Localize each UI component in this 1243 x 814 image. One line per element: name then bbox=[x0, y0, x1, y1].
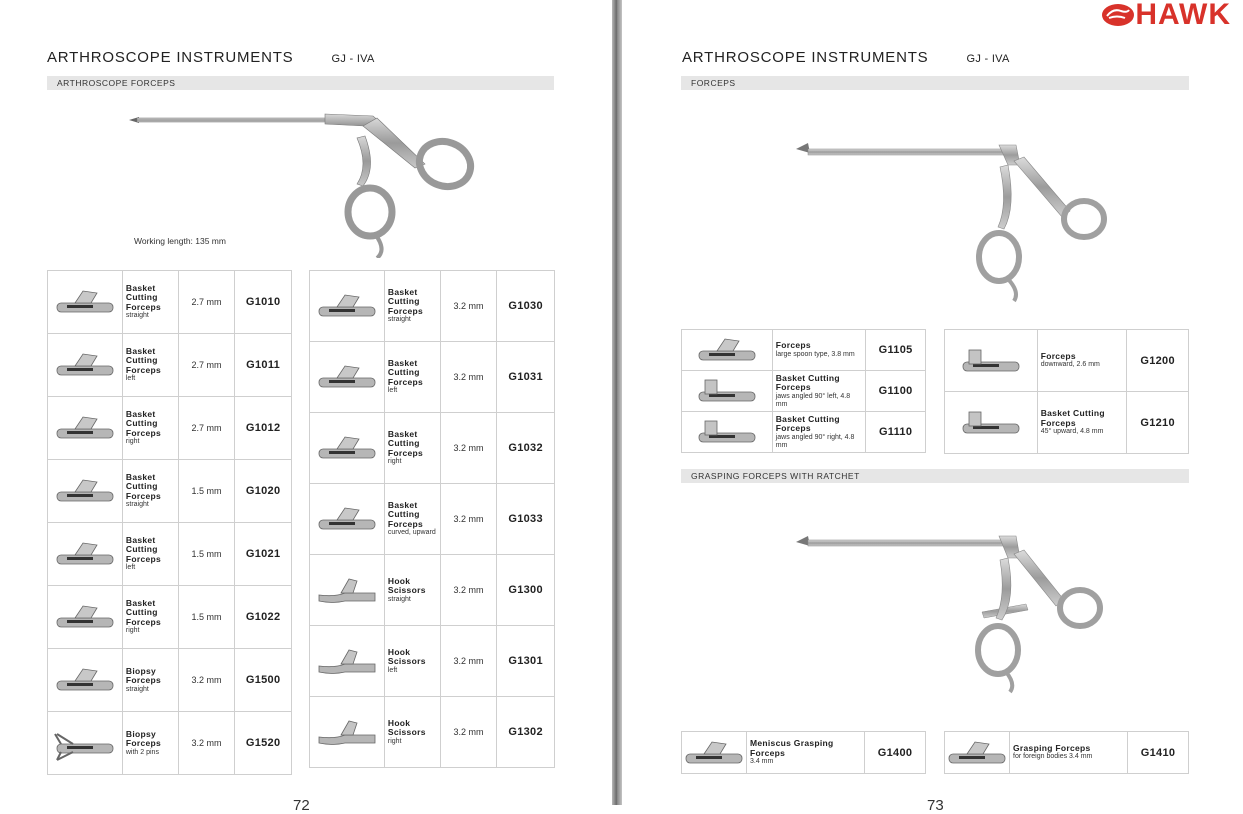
item-name: Basket Cutting Forceps bbox=[125, 408, 162, 438]
item-size: 2.7 mm bbox=[178, 334, 235, 397]
item-image bbox=[310, 342, 385, 413]
table-row[interactable] bbox=[48, 460, 292, 523]
item-description bbox=[747, 732, 865, 774]
item-description bbox=[1037, 330, 1127, 392]
table-row[interactable] bbox=[48, 334, 292, 397]
item-description bbox=[384, 555, 440, 626]
item-name: Basket Cutting Forceps bbox=[125, 471, 162, 501]
item-name: Basket Cutting Forceps bbox=[125, 597, 162, 627]
item-code: G1301 bbox=[497, 626, 555, 697]
item-code: G1105 bbox=[866, 330, 926, 371]
item-image bbox=[310, 484, 385, 555]
item-variant: with 2 pins bbox=[125, 748, 159, 756]
item-size: 3.2 mm bbox=[178, 649, 235, 712]
page-gutter bbox=[612, 0, 622, 805]
item-name: Basket Cutting Forceps bbox=[125, 345, 162, 375]
grasping-forceps-icon bbox=[945, 734, 1009, 772]
item-image bbox=[48, 523, 123, 586]
item-variant: downward, 2.6 mm bbox=[1040, 361, 1100, 369]
item-variant: left bbox=[125, 375, 136, 383]
item-variant: straight bbox=[125, 312, 149, 320]
table-row[interactable] bbox=[48, 586, 292, 649]
table-row[interactable] bbox=[48, 649, 292, 712]
item-image bbox=[48, 334, 123, 397]
hook-scissors-icon bbox=[315, 571, 379, 609]
item-variant: right bbox=[387, 458, 402, 466]
basket-forceps-right-icon bbox=[315, 429, 379, 467]
item-image bbox=[945, 732, 1010, 774]
item-name: Hook Scissors bbox=[387, 575, 426, 595]
item-variant: left bbox=[387, 666, 398, 674]
table-row[interactable] bbox=[48, 712, 292, 775]
section-header: ARTHROSCOPE FORCEPS bbox=[47, 76, 554, 90]
item-size: 1.5 mm bbox=[178, 460, 235, 523]
item-code: G1020 bbox=[235, 460, 292, 523]
page-number: 72 bbox=[293, 797, 310, 814]
item-description bbox=[384, 413, 440, 484]
page-number: 73 bbox=[927, 797, 944, 814]
item-image bbox=[48, 649, 123, 712]
table-row[interactable] bbox=[310, 413, 555, 484]
table-row[interactable] bbox=[310, 342, 555, 413]
item-variant: jaws angled 90° left, 4.8 mm bbox=[775, 392, 851, 408]
item-code: G1500 bbox=[235, 649, 292, 712]
item-size: 3.2 mm bbox=[440, 697, 497, 768]
item-name: Meniscus Grasping Forceps bbox=[750, 738, 834, 758]
basket-forceps-left-icon bbox=[315, 358, 379, 396]
catalog-table-b bbox=[309, 270, 555, 768]
item-size: 3.2 mm bbox=[440, 413, 497, 484]
item-variant: right bbox=[125, 627, 140, 635]
item-image bbox=[682, 732, 747, 774]
table-row[interactable] bbox=[682, 371, 926, 412]
item-name: Hook Scissors bbox=[387, 646, 426, 666]
item-variant: left bbox=[387, 387, 398, 395]
basket-forceps-90-left-icon bbox=[695, 372, 759, 410]
basket-forceps-90-right-icon bbox=[695, 413, 759, 451]
item-description bbox=[122, 271, 178, 334]
item-description bbox=[772, 412, 865, 453]
item-image bbox=[48, 460, 123, 523]
item-description bbox=[384, 342, 440, 413]
item-name: Forceps bbox=[775, 340, 811, 351]
table-row[interactable] bbox=[682, 732, 926, 774]
item-variant: 45° upward, 4.8 mm bbox=[1040, 428, 1104, 435]
item-code: G1302 bbox=[497, 697, 555, 768]
hook-scissors-left-icon bbox=[315, 642, 379, 680]
section-header-forceps: FORCEPS bbox=[681, 76, 1189, 90]
product-line-code: GJ - IVA bbox=[331, 53, 375, 65]
item-variant: large spoon type, 3.8 mm bbox=[775, 350, 855, 358]
item-image bbox=[310, 626, 385, 697]
meniscus-grasping-forceps-icon bbox=[682, 734, 746, 772]
item-image bbox=[48, 712, 123, 775]
item-name: Basket Cutting Forceps bbox=[1040, 408, 1105, 428]
item-description bbox=[1037, 392, 1127, 454]
item-variant: 3.4 mm bbox=[750, 758, 774, 765]
catalog-table-a bbox=[47, 270, 292, 775]
table-row[interactable] bbox=[682, 412, 926, 453]
table-row[interactable] bbox=[682, 330, 926, 371]
item-size: 3.2 mm bbox=[440, 626, 497, 697]
basket-forceps-straight-icon bbox=[53, 472, 117, 510]
item-variant: curved, upward bbox=[387, 529, 436, 537]
item-code: G1031 bbox=[497, 342, 555, 413]
item-size: 3.2 mm bbox=[440, 555, 497, 626]
item-name: Basket Cutting Forceps bbox=[775, 413, 840, 433]
table-row[interactable] bbox=[310, 271, 555, 342]
item-description bbox=[772, 371, 865, 412]
basket-forceps-curved-icon bbox=[315, 500, 379, 538]
item-code: G1022 bbox=[235, 586, 292, 649]
item-image bbox=[310, 697, 385, 768]
table-row[interactable] bbox=[945, 330, 1189, 392]
item-variant: straight bbox=[125, 501, 149, 509]
item-code: G1400 bbox=[865, 732, 926, 774]
catalog-table-d bbox=[944, 329, 1189, 454]
hook-scissors-right-icon bbox=[315, 713, 379, 751]
item-size: 3.2 mm bbox=[178, 712, 235, 775]
item-size: 2.7 mm bbox=[178, 271, 235, 334]
table-row[interactable] bbox=[310, 697, 555, 768]
item-description bbox=[384, 626, 440, 697]
item-variant: straight bbox=[387, 316, 411, 324]
item-description bbox=[122, 649, 178, 712]
item-description bbox=[122, 397, 178, 460]
item-code: G1012 bbox=[235, 397, 292, 460]
item-name: Basket Cutting Forceps bbox=[775, 372, 840, 392]
item-code: G1210 bbox=[1127, 392, 1189, 454]
page-title-text: ARTHROSCOPE INSTRUMENTS bbox=[682, 49, 929, 66]
item-description bbox=[772, 330, 865, 371]
item-code: G1032 bbox=[497, 413, 555, 484]
table-row[interactable] bbox=[310, 484, 555, 555]
page-title-text: ARTHROSCOPE INSTRUMENTS bbox=[47, 49, 294, 66]
item-size: 2.7 mm bbox=[178, 397, 235, 460]
item-code: G1520 bbox=[235, 712, 292, 775]
downward-forceps-icon bbox=[959, 342, 1023, 380]
catalog-table-c bbox=[681, 329, 926, 453]
item-code: G1033 bbox=[497, 484, 555, 555]
item-description bbox=[122, 712, 178, 775]
item-size: 1.5 mm bbox=[178, 586, 235, 649]
item-code: G1110 bbox=[866, 412, 926, 453]
section-header-grasping: GRASPING FORCEPS WITH RATCHET bbox=[681, 469, 1189, 483]
item-name: Forceps bbox=[1040, 350, 1076, 361]
item-code: G1021 bbox=[235, 523, 292, 586]
table-row[interactable] bbox=[310, 626, 555, 697]
table-row[interactable] bbox=[48, 397, 292, 460]
item-image bbox=[48, 586, 123, 649]
item-description bbox=[384, 697, 440, 768]
basket-forceps-right-icon bbox=[53, 409, 117, 447]
basket-forceps-straight-icon bbox=[315, 287, 379, 325]
item-name: Hook Scissors bbox=[387, 717, 426, 737]
item-name: Basket Cutting Forceps bbox=[387, 357, 424, 387]
item-description bbox=[122, 460, 178, 523]
item-name: Grasping Forceps bbox=[1013, 742, 1091, 753]
item-description bbox=[122, 523, 178, 586]
item-name: Basket Cutting Forceps bbox=[387, 499, 424, 529]
item-code: G1410 bbox=[1128, 732, 1189, 774]
grasping-forceps-image bbox=[794, 528, 1114, 694]
item-variant: right bbox=[387, 737, 402, 745]
item-code: G1100 bbox=[866, 371, 926, 412]
item-variant: jaws angled 90° right, 4.8 mm bbox=[775, 433, 855, 449]
table-row[interactable] bbox=[48, 271, 292, 334]
brand-logo bbox=[1101, 0, 1231, 30]
basket-forceps-left-icon bbox=[53, 346, 117, 384]
basket-forceps-right-icon bbox=[53, 598, 117, 636]
basket-forceps-45-icon bbox=[959, 404, 1023, 442]
hawk-logo-icon bbox=[1101, 3, 1135, 27]
item-code: G1300 bbox=[497, 555, 555, 626]
item-image bbox=[310, 555, 385, 626]
right-page bbox=[622, 0, 1243, 814]
logo-wordmark: HAWK bbox=[1135, 0, 1231, 31]
item-variant: right bbox=[125, 438, 140, 446]
item-image bbox=[48, 271, 123, 334]
item-variant: for foreign bodies 3.4 mm bbox=[1013, 753, 1093, 761]
item-description bbox=[122, 334, 178, 397]
working-length-caption: Working length: 135 mm bbox=[134, 236, 226, 246]
item-size: 3.2 mm bbox=[440, 271, 497, 342]
table-row[interactable] bbox=[48, 523, 292, 586]
item-name: Basket Cutting Forceps bbox=[387, 428, 424, 458]
page-title bbox=[682, 49, 1010, 66]
catalog-table-f bbox=[944, 731, 1189, 774]
item-description bbox=[384, 484, 440, 555]
item-name: Biopsy Forceps bbox=[125, 665, 162, 685]
spoon-forceps-icon bbox=[695, 331, 759, 369]
item-size: 3.2 mm bbox=[440, 342, 497, 413]
item-image bbox=[310, 271, 385, 342]
item-image bbox=[310, 413, 385, 484]
item-image bbox=[945, 392, 1038, 454]
catalog-table-e bbox=[681, 731, 926, 774]
item-description bbox=[1010, 732, 1128, 774]
item-image bbox=[682, 330, 773, 371]
biopsy-forceps-icon bbox=[53, 661, 117, 699]
basket-forceps-straight-icon bbox=[53, 283, 117, 321]
item-name: Basket Cutting Forceps bbox=[125, 534, 162, 564]
forceps-image bbox=[794, 137, 1114, 303]
page-title bbox=[47, 49, 375, 66]
basket-forceps-left-icon bbox=[53, 535, 117, 573]
product-line-code: GJ - IVA bbox=[966, 53, 1010, 65]
item-name: Basket Cutting Forceps bbox=[125, 282, 162, 312]
left-page bbox=[0, 0, 612, 814]
item-code: G1200 bbox=[1127, 330, 1189, 392]
item-description bbox=[122, 586, 178, 649]
item-size: 3.2 mm bbox=[440, 484, 497, 555]
item-code: G1011 bbox=[235, 334, 292, 397]
item-variant: left bbox=[125, 564, 136, 572]
item-code: G1030 bbox=[497, 271, 555, 342]
item-name: Biopsy Forceps bbox=[125, 728, 162, 748]
item-image bbox=[48, 397, 123, 460]
item-description bbox=[384, 271, 440, 342]
item-name: Basket Cutting Forceps bbox=[387, 286, 424, 316]
item-image bbox=[682, 371, 773, 412]
item-variant: straight bbox=[125, 685, 149, 693]
item-size: 1.5 mm bbox=[178, 523, 235, 586]
table-row[interactable] bbox=[945, 392, 1189, 454]
item-code: G1010 bbox=[235, 271, 292, 334]
item-variant: straight bbox=[387, 595, 411, 603]
item-image bbox=[945, 330, 1038, 392]
biopsy-forceps-pins-icon bbox=[53, 724, 117, 762]
table-row[interactable] bbox=[310, 555, 555, 626]
item-image bbox=[682, 412, 773, 453]
table-row[interactable] bbox=[945, 732, 1189, 774]
